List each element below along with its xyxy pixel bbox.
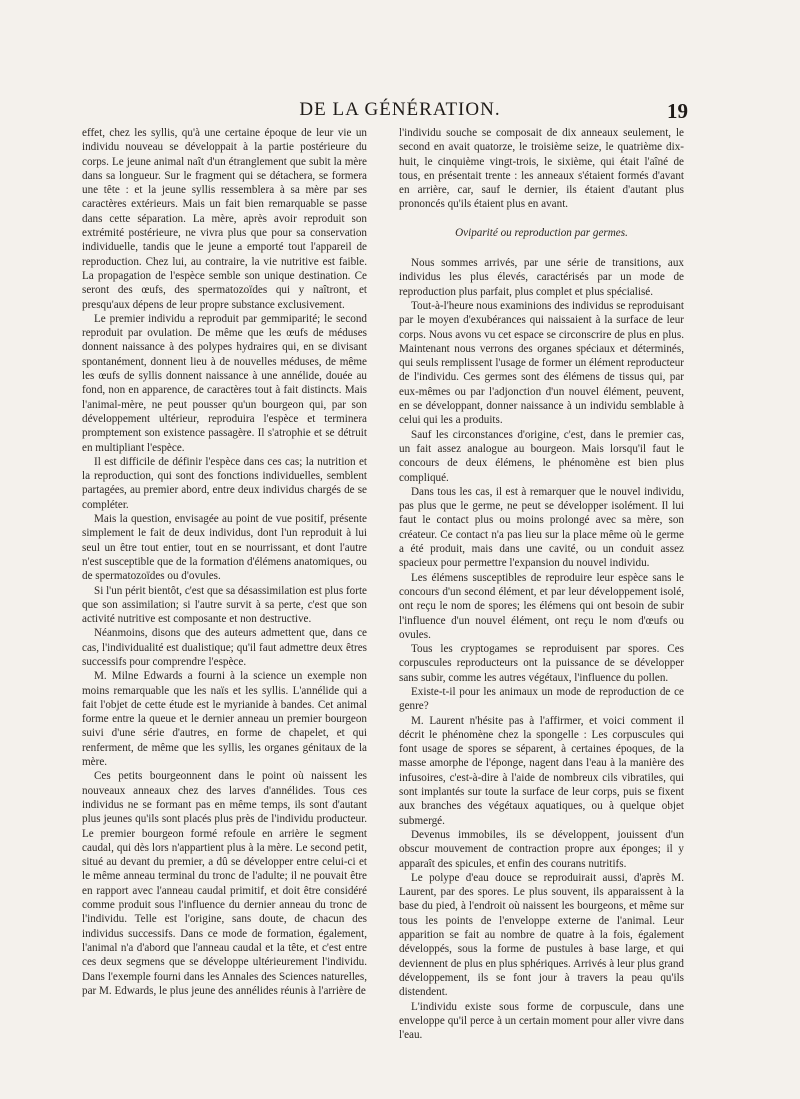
paragraph: M. Milne Edwards a fourni à la science un exemple non moins remarquable que les naïs et les syllis. L'annélide qui a fait l'objet de cette étude est le myrianide à bandes. Cet animal forme entre la queue et le dernier anneau un premier bourgeon suivi d'une série d'autres, en forme de chapelet, et qui renferment, de même que les syllis, les organes génitaux de la mère. xyxy=(82,670,367,769)
paragraph: Mais la question, envisagée au point de vue positif, présente simplement le fait de deux individus, dont l'un reproduit à lui seul un être tout entier, tout en se nourrissant, et dont l'autre n'est susceptible que de la formation d'élémens anatomiques, ou de spermatozoïdes ou d'ovules. xyxy=(82,513,367,583)
paragraph: Tous les cryptogames se reproduisent par spores. Ces corpuscules reproducteurs ont la puissance de se développer sans subir, comme les autres végétaux, l'influence du pollen. xyxy=(399,643,684,684)
paragraph: Devenus immobiles, ils se développent, jouissent d'un obscur mouvement de contraction propre aux éponges; il y apparaît des spicules, et enfin des courans nutritifs. xyxy=(399,828,684,870)
paragraph: Ces petits bourgeonnent dans le point où naissent les nouveaux anneaux chez des larves d'annélides. Tous ces individus ne se formant pas en même temps, ils sont d'autant plus jeunes qu'ils sont placés plus près de l'individu producteur. Le premier bourgeon formé refoule en arrière le segment caudal, qui dès lors n'appartient plus à la mère. Le second petit, situé au devant du premier, a dû se développer entre celui-ci et le même anneau terminal du tronc de l'adulte; il ne pouvait être en rapport avec l'anneau caudal primitif, et doit être considéré comme produit sous l'influence du dernier anneau du tronc de l'individu. Telle est l'origine, sans doute, de chacun des individus successifs. Dans ce mode de formation, également, l'animal n'a d'abord que l'anneau caudal et la tête, et c'est entre ces deux segmens que se développe ultérieurement l'individu. Dans l'exemple fourni dans les Annales des Sciences naturelles, par M. Edwards, le plus jeune des annélides réunis à l'arrière de xyxy=(82,770,367,997)
paragraph: M. Laurent n'hésite pas à l'affirmer, et voici comment il décrit le phénomène chez la spongelle : Les corpuscules qui font usage de spores se séparent, à certaines époques, de la masse amorphe de l'éponge, nagent dans l'eau à la manière des infusoires, c'est-à-dire à l'aide de nombreux cils vibratiles, qui sont implantés sur toute la surface de leur corps, puis se fixent aux branches des végétaux aquatiques, ou à quelque objet submergé. xyxy=(399,714,684,827)
paragraph: Si l'un périt bientôt, c'est que sa désassimilation est plus forte que son assimilation; si l'autre survit à sa perte, c'est que son activité nutritive est composante et non destructive. xyxy=(82,584,367,626)
paragraph: Le premier individu a reproduit par gemmiparité; le second reproduit par ovulation. De même que les œufs de méduses donnent naissance à des polypes hydraires qui, en se divisant spontanément, donnent lieu à de nouvelles méduses, de même les œufs de syllis donnent naissance à une annélide, douée au fond, non en apparence, de caractères tout à fait distincts. Mais l'animal-mère, ne peut pousser qu'un bourgeon qui, par son développement ultérieur, reproduira l'espèce et terminera promptement son existence passagère. Il s'atrophie et se détruit en multipliant l'espèce. xyxy=(82,312,367,454)
paragraph: Existe-t-il pour les animaux un mode de reproduction de ce genre? xyxy=(399,685,684,713)
paragraph: effet, chez les syllis, qu'à une certaine époque de leur vie un individu nouveau se développait à la partie postérieure du corps. Le jeune animal naît d'un étranglement que subit la mère dans sa longueur. Sur le fragment qui se détachera, se formera une tête : et la jeune syllis ressemblera à sa mère par ses caractères extérieurs. Mais un fait bien remarquable se passe dans cette séparation. La mère, après avoir reproduit son extrémité postérieure, ne vivra plus que pour sa conservation individuelle, tandis que le jeune a emporté tout l'appareil de reproduction. Chez lui, au contraire, la vie nutritive est faible. La propagation de l'espèce semble son unique destination. Ce seront des œufs, des spermatozoïdes qui y naîtront, et presqu'aux dépens de leur propre substance exclusivement. xyxy=(82,127,367,311)
page-number: 19 xyxy=(667,99,688,123)
left-column xyxy=(82,126,367,998)
paragraph: L'individu existe sous forme de corpuscule, dans une enveloppe qu'il perce à un certain moment pour aller vivre dans l'eau. xyxy=(399,1000,684,1042)
paragraph: Dans tous les cas, il est à remarquer que le nouvel individu, pas plus que le germe, ne peut se développer isolément. Il lui faut le contact plus ou moins prolongé avec sa mère, son créateur. Ce contact n'a pas lieu sur la place même où le germe a été produit, mais dans une cavité, ou un conduit assez spacieux pour permettre l'expansion du nouvel individu. xyxy=(399,485,684,570)
paragraph: Tout-à-l'heure nous examinions des individus se reproduisant par le moyen d'exubérances qui naissaient à la surface de leur corps. Nous avons vu cet espace se circonscrire de plus en plus. Maintenant nous verrons des organes spéciaux et déterminés, qui seuls remplissent l'usage de former un élément reproducteur de l'individu. Ces germes sont des élémens de tissus qui, par eux-mêmes ou par l'adjonction d'un nouvel élément, peuvent, en se développant, donner naissance à un individu semblable à celui qui les a produits. xyxy=(399,299,684,427)
running-title: DE LA GÉNÉRATION. xyxy=(299,99,501,120)
section-heading: Oviparité ou reproduction par germes. xyxy=(455,226,628,239)
paragraph: Il est difficile de définir l'espèce dans ces cas; la nutrition et la reproduction, qui sont des fonctions individuelles, semblent partagées, au premier abord, entre deux individus chargés de se compléter. xyxy=(82,455,367,511)
paragraph: Nous sommes arrivés, par une série de transitions, aux individus les plus élevés, caractérisés par un mode de reproduction plus parfait, plus complet et plus spécialisé. xyxy=(399,257,684,298)
paragraph: Néanmoins, disons que des auteurs admettent que, dans ce cas, l'individualité est dualistique; qu'il faut admettre deux êtres successifs pour comprendre l'espèce. xyxy=(82,627,367,668)
paragraph: Les élémens susceptibles de reproduire leur espèce sans le concours d'un second élément, et par leur développement isolé, ont reçu le nom de spores; les élémens qui ont besoin de subir l'influence d'un nouvel élément, ont reçu le nom d'œufs ou ovules. xyxy=(399,571,684,641)
paragraph: Sauf les circonstances d'origine, c'est, dans le premier cas, un fait assez analogue au bourgeon. Mais lorsqu'il faut le concours de deux élémens, le phénomène est bien plus compliqué. xyxy=(399,428,684,484)
paragraph: Le polype d'eau douce se reproduirait aussi, d'après M. Laurent, par des spores. Le plus souvent, ils apparaissent à la base du pied, à l'endroit où naissent les bourgeons, et même sur tous les points de l'enveloppe externe de l'animal. Leur apparition se fait au nombre de quatre à la fois, également développés, sous la forme de pustules à base large, et qui deviennent de plus en plus sphériques. Arrivés à leur plus grand développement, ils se font jour à travers la peau qu'ils distendent. xyxy=(399,871,684,999)
paragraph: l'individu souche se composait de dix anneaux seulement, le second en avait quatorze, le troisième seize, le quatrième dix-huit, le cinquième vingt-trois, le sixième, qui était l'aîné de tous, en présentait trente : les anneaux s'étaient formés d'avant en arrière, car, sauf le dernier, ils étaient d'autant plus prononcés qu'ils étaient plus en avant. xyxy=(399,127,684,211)
right-column xyxy=(399,126,684,1042)
